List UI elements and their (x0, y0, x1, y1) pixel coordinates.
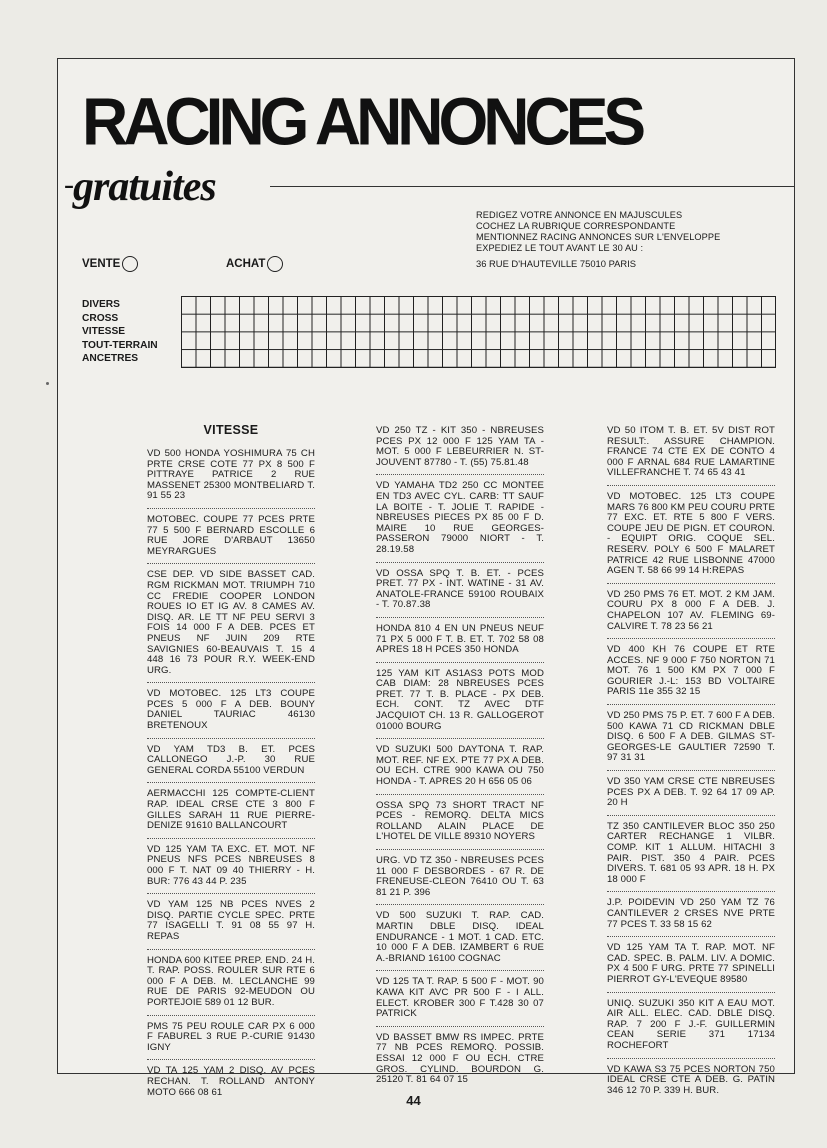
classified-ad: 125 YAM KIT AS1AS3 POTS MOD CAB DIAM: 28 NBREUSES PCES PRET. 77 T. B. PLACE - PX DEB. ECH. CONT. TZ AVEC DTF JACQUIOT CH. 13 R. GALLOGEROT 01000 BOURG (376, 669, 544, 740)
classified-ad: VD MOTOBEC. 125 LT3 COUPE PCES 5 000 F A DEB. BOUNY DANIEL TAURIAC 46130 BRETENOUX (147, 689, 315, 738)
classified-ad: MOTOBEC. COUPE 77 PCES PRTE 77 5 500 F BERNARD ESCOLLE 6 RUE JORE D'ARBAUT 13650 MEYRARGUES (147, 515, 315, 564)
classified-ad: VD 250 PMS 76 ET. MOT. 2 KM JAM. COURU PX 8 000 F A DEB. J. CHAPELON 107 AV. FLEMING 69-CALVIRE T. 78 23 56 21 (607, 590, 775, 639)
punch-hole (46, 382, 49, 385)
page-number: 44 (406, 1093, 421, 1108)
ad-entry-grid[interactable] (181, 296, 776, 368)
category-list (82, 298, 158, 366)
mailing-address: 36 RUE D'HAUTEVILLE 75010 PARIS (476, 258, 637, 269)
classified-ad: UNIQ. SUZUKI 350 KIT A EAU MOT. AIR ALL. ELEC. CAD. DBLE DISQ. RAP. 7 200 F J.-F. GUILLERMIN CEAN SERIE 371 17134 ROCHEFORT (607, 999, 775, 1059)
classified-ad: VD SUZUKI 500 DAYTONA T. RAP. MOT. REF. NF EX. PTE 77 PX A DEB. OU ECH. CTRE 900 KAWA OU 750 HONDA - T. APRES 20 H 656 05 06 (376, 745, 544, 794)
classified-ad: J.P. POIDEVIN VD 250 YAM TZ 76 CANTILEVER 2 CRSES NVE PRTE 77 PCES T. 33 58 15 62 (607, 898, 775, 937)
ads-column-3 (607, 426, 775, 1108)
ads-column-1 (147, 420, 315, 1110)
classified-ad: VD OSSA SPQ T. B. ET. - PCES PRET. 77 PX - INT. WATINE - 31 AV. ANATOLE-FRANCE 59100 ROUBAIX - T. 70.87.38 (376, 569, 544, 618)
classified-ad: VD 400 KH 76 COUPE ET RTE ACCES. NF 9 000 F 750 NORTON 71 MOT. 76 1 500 KM PX 7 000 F GOURIER J.-L: 153 BD VOLTAIRE PARIS 11e 355 32 15 (607, 645, 775, 705)
classified-ad: VD YAM 125 NB PCES NVES 2 DISQ. PARTIE CYCLE SPEC. PRTE 77 ISAGELLI T. 91 08 55 97 H. REPAS (147, 900, 315, 949)
category-vitesse[interactable]: VITESSE (82, 326, 126, 338)
instructions (476, 210, 796, 254)
classified-ad: VD 500 SUZUKI T. RAP. CAD. MARTIN DBLE DISQ. IDEAL ENDURANCE - 1 MOT. 1 CAD. ETC. 10 000 F A DEB. IZAMBERT 6 RUE A.-BRIAND 16100 COGNAC (376, 911, 544, 971)
classified-ad: HONDA 600 KITEE PREP. END. 24 H. T. RAP. POSS. ROULER SUR RTE 6 000 F A DEB. M. LECLANCHE 99 RUE DE PARIS 92-MEUDON OU PORTEJOIE 589 01 12 BUR. (147, 956, 315, 1016)
classified-ad: VD KAWA S3 75 PCES NORTON 750 IDEAL CRSE CTE A DEB. G. PATIN 346 12 70 P. 339 H. BUR. (607, 1063, 775, 1096)
classified-ad: VD 250 TZ - KIT 350 - NBREUSES PCES PX 12 000 F 125 YAM TA - MOT. 5 000 F LEBEURRIER N. ST-JOUVENT 87780 - T. (55) 75.81.48 (376, 426, 544, 475)
category-divers[interactable]: DIVERS (82, 299, 120, 310)
subtitle-text: gratuites (73, 164, 216, 210)
category-cross[interactable]: CROSS (82, 312, 119, 324)
ads-column-2 (376, 426, 544, 1098)
classified-ad: VD 50 ITOM T. B. ET. 5V DIST ROT RESULT:. ASSURE CHAMPION. FRANCE 74 CTE EX DE CONTO 4 000 F ARNAL 684 RUE LAMARTINE VILLEFRANCHE T. 74 65 43 41 (607, 426, 775, 486)
subtitle-rule (270, 186, 795, 187)
classified-ad: VD YAMAHA TD2 250 CC MONTEE EN TD3 AVEC CYL. CARB: TT SAUF LA BOITE - T. JOLIE T. RAPIDE - NBREUSES PIECES PX 85 00 F D. MAIRE 10 RUE GEORGES-PASSERON 79000 NIORT - T. 28.19.58 (376, 481, 544, 562)
classified-ad: OSSA SPQ 73 SHORT TRACT NF PCES - REMORQ. DELTA MICS ROLLAND ALAIN PLACE DE L'HOTEL DE VILLE 89310 NOYERS (376, 801, 544, 850)
classified-ad: HONDA 810 4 EN UN PNEUS NEUF 71 PX 5 000 F T. B. ET. T. 702 58 08 APRES 18 H PCES 350 HONDA (376, 624, 544, 663)
classified-ad: VD BASSET BMW RS IMPEC. PRTE 77 NB PCES REMORQ. POSSIB. ESSAI 12 000 F OU ECH. CTRE GROS. CYLIND. BOURDON G. 25120 T. 81 64 07 15 (376, 1031, 544, 1086)
instruction-line: MENTIONNEZ RACING ANNONCES SUR L'ENVELOPPE (476, 232, 721, 242)
instruction-line: REDIGEZ VOTRE ANNONCE EN MAJUSCULES (476, 210, 683, 220)
classified-ad: URG. VD TZ 350 - NBREUSES PCES 11 000 F DESBORDES - 67 R. DE FRENEUSE-CLEON 76410 OU T. 63 81 21 P. 396 (376, 856, 544, 905)
page-subtitle (64, 166, 216, 208)
classified-ad: VD TA 125 YAM 2 DISQ. AV PCES RECHAN. T. ROLLAND ANTONY MOTO 666 08 61 (147, 1065, 315, 1098)
category-tout-terrain[interactable]: TOUT-TERRAIN (82, 339, 158, 351)
vente-radio[interactable] (122, 256, 138, 272)
classified-ad: VD 125 TA T. RAP. 5 500 F - MOT. 90 KAWA KIT AVC PR 500 F - I ALL. ELECT. KROBER 300 F T.428 30 07 PATRICK (376, 977, 544, 1026)
instruction-line: EXPEDIEZ LE TOUT AVANT LE 30 AU : (476, 243, 644, 253)
classified-ad: VD YAM TD3 B. ET. PCES CALLONEGO J.-P. 30 RUE GENERAL CORDA 55100 VERDUN (147, 745, 315, 784)
classified-ad: CSE DEP. VD SIDE BASSET CAD. RGM RICKMAN MOT. TRIUMPH 710 CC FREDIE COOPER LONDON ROUES IO ET IG AV. 8 CAMES AV. DISQ. AR. LE TT NF PEU SERVI 3 FOIS 14 000 F A DEB. PCES ET PNEUS NF JUIN 209 RTE SAVIGNIES 60-BEAUVAIS T. 15 4 448 16 73 POUR R.Y. WEEK-END URG. (147, 570, 315, 683)
classified-ad: VD 125 YAM TA EXC. ET. MOT. NF PNEUS NFS PCES NBREUSES 8 000 F T. NAT 09 40 THIERRY - H. BUR: 776 43 44 P. 235 (147, 845, 315, 894)
classified-ad: VD 125 YAM TA T. RAP. MOT. NF CAD. SPEC. B. PALM. LIV. A DOMIC. PX 4 500 F URG. PRTE 77 SPINELLI PIERROT GY-L'EVEQUE 89580 (607, 943, 775, 992)
achat-radio[interactable] (267, 256, 283, 272)
achat-option[interactable] (226, 256, 283, 272)
classified-ad: VD 500 HONDA YOSHIMURA 75 CH PRTE CRSE COTE 77 PX 8 500 F PITTRAYE PATRICE 2 RUE MASSENET 25300 MONTBELIARD T. 91 55 23 (147, 449, 315, 509)
section-heading: VITESSE (203, 423, 259, 437)
classified-ad: TZ 350 CANTILEVER BLOC 350 250 CARTER RECHANGE 1 VILBR. COMP. KIT 1 ALLUM. HITACHI 3 PAIR. PIST. 350 4 PAIR. PCES DIVERS. T. 681 05 93 APR. 18 H. PX 18 000 F (607, 822, 775, 893)
subtitle-dash: - (64, 168, 73, 201)
classified-ad: VD 350 YAM CRSE CTE NBREUSES PCES PX A DEB. T. 92 64 17 09 AP. 20 H (607, 777, 775, 816)
vente-label: VENTE (82, 258, 121, 270)
classified-ad: VD MOTOBEC. 125 LT3 COUPE MARS 76 800 KM PEU COURU PRTE 77 EXC. ET. RTE 5 800 F VERS. COUPE JEU DE PIGN. ET COURON. - EQUIPT ORIG. COQUE SEL. RESERV. POLY 6 500 F MALARET PATRICE 42 RUE LISBONNE 47000 AGEN T. 58 66 99 14 H:REPAS (607, 492, 775, 584)
page-title: RACING ANNONCES (82, 83, 642, 160)
classified-ad: VD 250 PMS 75 P. ET. 7 600 F A DEB. 500 KAWA 71 CD RICKMAN DBLE DISQ. 6 500 F A DEB. GILMAS ST-GEORGES-LE GAULTIER 72590 T. 97 31 31 (607, 711, 775, 771)
vente-option[interactable] (82, 256, 138, 272)
classified-ad: PMS 75 PEU ROULE CAR PX 6 000 F FABUREL 3 RUE P.-CURIE 91430 IGNY (147, 1022, 315, 1061)
classified-ad: AERMACCHI 125 COMPTE-CLIENT RAP. IDEAL CRSE CTE 3 800 F GILLES SARAH 11 RUE PIERRE-DENIZE 91610 BALLANCOURT (147, 789, 315, 838)
achat-label: ACHAT (226, 258, 266, 270)
instruction-line: COCHEZ LA RUBRIQUE CORRESPONDANTE (476, 221, 676, 231)
category-ancetres[interactable]: ANCETRES (82, 353, 139, 365)
